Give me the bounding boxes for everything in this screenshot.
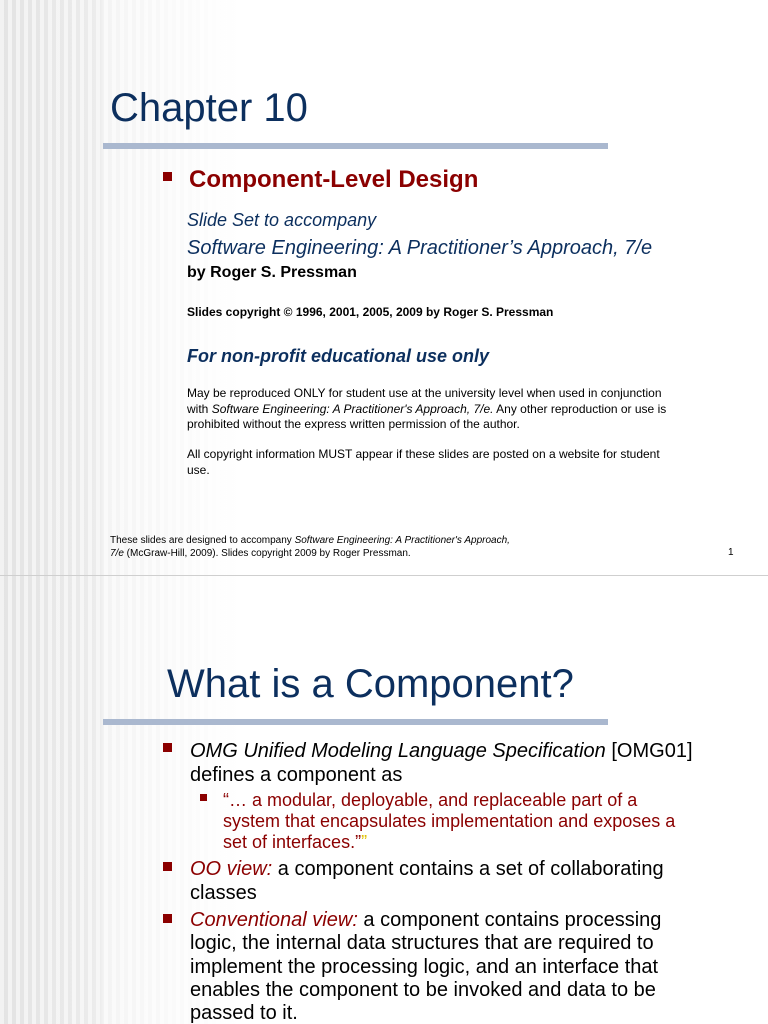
oo-line-2: classes — [190, 882, 257, 904]
oo-line-1 — [190, 857, 664, 881]
author-line: by Roger S. Pressman — [187, 264, 357, 281]
omg-line-1 — [190, 739, 693, 763]
footer-line-1 — [110, 534, 510, 547]
bullet-square-icon — [163, 914, 172, 923]
conventional-line-3: implement the processing logic, and an interface that — [190, 955, 659, 978]
quote-line-3-text: set of interfaces.” — [223, 832, 362, 852]
conventional-line-4: enables the component to be invoked and data to be — [190, 978, 656, 1001]
bullet-square-icon — [163, 862, 172, 871]
conventional-line-1 — [190, 909, 661, 932]
omg-citation: [OMG01] — [605, 740, 693, 762]
reproduction-prefix: with — [187, 401, 212, 416]
reproduction-line-3: prohibited without the express written permission of the author. — [187, 417, 520, 431]
reproduction-line-1: May be reproduced ONLY for student use at the university level when used in conjunction — [187, 386, 662, 400]
website-notice — [187, 447, 660, 478]
quote-line-1: “… a modular, deployable, and replaceable part of a — [223, 790, 638, 810]
omg-spec-title: OMG Unified Modeling Language Specification — [190, 740, 606, 762]
omg-line-2: defines a component as — [190, 764, 403, 786]
slide-footer — [110, 534, 510, 560]
bullet-oo-view — [190, 857, 664, 905]
reproduction-line-2 — [187, 402, 666, 418]
title-rule — [103, 143, 608, 149]
chapter-heading: Component-Level Design — [189, 166, 479, 193]
bullet-omg — [190, 739, 693, 787]
component-definition-quote — [223, 790, 675, 853]
slide-2 — [0, 576, 768, 1024]
slide-title: What is a Component? — [167, 662, 574, 706]
footer-suffix: (McGraw-Hill, 2009). Slides copyright 2009 by Roger Pressman. — [123, 548, 411, 559]
reproduction-notice — [187, 386, 666, 433]
bullet-square-icon — [163, 172, 172, 181]
slide-set-label: Slide Set to accompany — [187, 210, 377, 230]
conventional-line-5: passed to it. — [190, 1002, 298, 1024]
oo-view-label: OO view: — [190, 858, 273, 880]
book-title: Software Engineering: A Practitioner’s Approach, 7/e — [187, 237, 653, 259]
bullet-square-icon — [163, 743, 172, 752]
footer-edition: 7/e — [110, 548, 124, 559]
footer-prefix: These slides are designed to accompany — [110, 535, 295, 546]
oo-view-text: a component contains a set of collaborating — [272, 858, 664, 880]
conventional-line-2: logic, the internal data structures that are required to — [190, 932, 654, 955]
website-line-2: use. — [187, 462, 210, 477]
title-rule — [103, 719, 608, 725]
slide-title: Chapter 10 — [110, 86, 308, 130]
conventional-view-text: a component contains processing — [357, 909, 662, 931]
sub-bullet-square-icon — [200, 794, 207, 801]
page-number: 1 — [728, 547, 734, 558]
copyright-line: Slides copyright © 1996, 2001, 2005, 2009 by Roger S. Pressman — [187, 305, 554, 319]
bullet-conventional-view — [190, 909, 661, 1024]
footer-book-title: Software Engineering: A Practitioner's Approach, — [294, 535, 510, 546]
reproduction-book-title: Software Engineering: A Practitioner's Approach, 7/e. — [211, 401, 494, 416]
website-line-1: All copyright information MUST appear if these slides are posted on a website for student — [187, 447, 660, 461]
nonprofit-notice: For non-profit educational use only — [187, 346, 490, 366]
conventional-view-label: Conventional view: — [190, 909, 358, 931]
footer-line-2 — [110, 547, 510, 560]
quote-line-2: system that encapsulates implementation and exposes a — [223, 811, 676, 831]
quote-line-3 — [223, 832, 675, 853]
quote-trailing-mark: ” — [361, 832, 368, 852]
reproduction-suffix: Any other reproduction or use is — [493, 401, 667, 416]
